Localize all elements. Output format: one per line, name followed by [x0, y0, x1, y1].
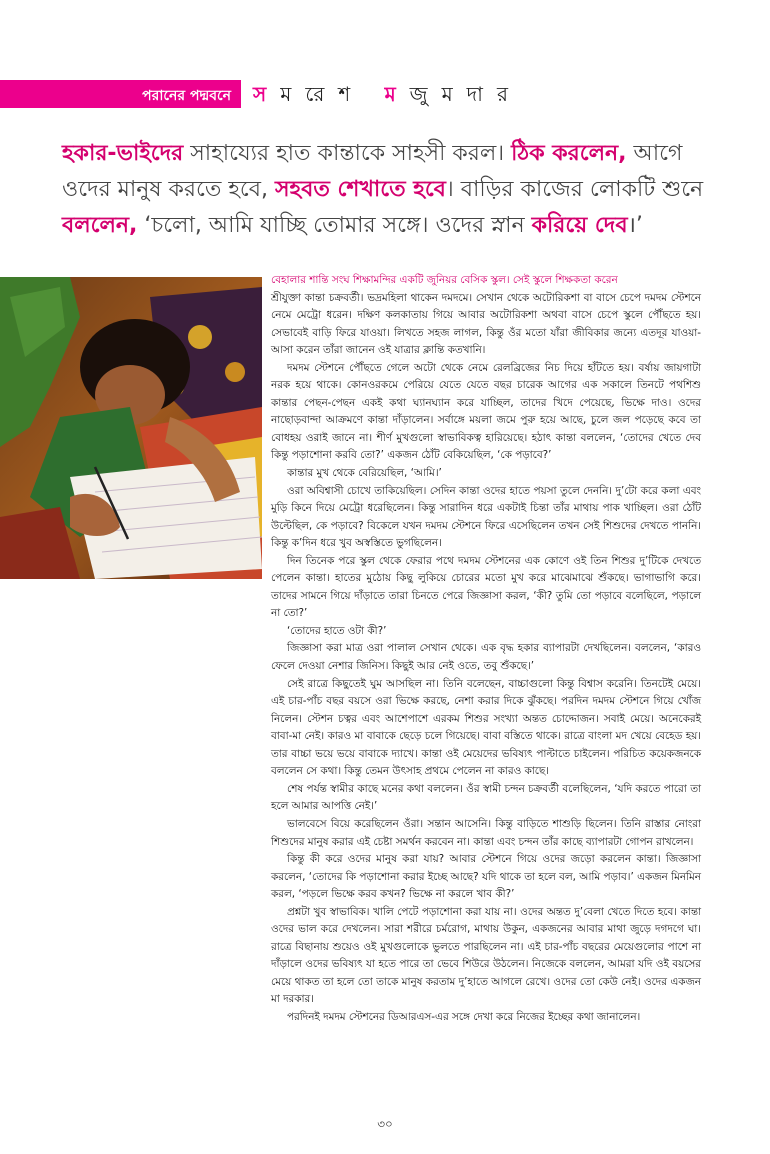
pull-quote-part: । বাড়ির কাজের লোকটি শুনে: [445, 177, 704, 202]
article-body: [271, 272, 701, 1027]
pull-quote-part: ‘চলো, আমি যাচ্ছি তোমার সঙ্গে। ওদের স্নান: [137, 213, 532, 238]
pull-quote-part: করিয়ে দেব: [531, 213, 628, 238]
article-paragraph: পরদিনই দমদম স্টেশনের ডিআরএস-এর সঙ্গে দেখা করে নিজের ইচ্ছের কথা জানালেন।: [287, 1010, 641, 1023]
article-paragraph: কান্তার মুখ থেকে বেরিয়েছিল, ‘আমি।’: [287, 467, 442, 480]
series-bar: [0, 80, 241, 108]
pull-quote-part: ঠিক করলেন,: [511, 141, 627, 166]
article-paragraph: শ্রীযুক্তা কান্তা চক্রবর্তী। ভদ্রমহিলা থাকেন দমদমে। সেখান থেকে অটোরিকশা বা বাসে চেপে দমদম স্টেশনে নেমে মেট্রো ধরেন। দক্ষিণ কলকাতায় গিয়ে আবার অটোরিকশা অথবা বাসে চেপে স্কুলে পৌঁছতে হয়। সেভাবেই বাড়ি ফিরে যাওয়া। লিখতে সহজ লাগল, কিন্তু ওঁর মতো যাঁরা জীবিকার জন্যে এতদূর যাওয়া-আসা করেন তাঁরা জানেন ওই যাত্রার ক্লান্তি কতখানি।: [271, 291, 701, 357]
article-lead: বেহালার শান্তি সংঘ শিক্ষামন্দির একটি জুনিয়র বেসিক স্কুল। সেই স্কুলে শিক্ষকতা করেন: [271, 274, 618, 286]
article-photo: [0, 277, 262, 579]
child-writing-illustration: [0, 277, 262, 579]
header: [0, 80, 770, 110]
article-paragraph: সেই রাত্রে কিছুতেই ঘুম আসছিল না। তিনি বলেছেন, বাচ্চাগুলো কিন্তু বিশ্বাস করেনি। তিনটেই মেয়ে। এই চার-পাঁচ বছর বয়সে ওরা ভিক্ষে করছে, নেশা করার দিকে ঝুঁকছে। পরদিন দমদম স্টেশনে গিয়ে খোঁজ নিলেন। স্টেশন চত্বর এবং আশেপাশে এরকম শিশুর সংখ্যা অন্তত চোদ্দোজন। সবাই মেয়ে। অনেকেরই বাবা-মা নেই। কারও মা বাবাকে ছেড়ে চলে গিয়েছে। বাবা বস্তিতে থাকে। রাত্রে বাংলা মদ খেয়ে বেহেড হয়। তার বাচ্চা ভয়ে ভয়ে বাবাকে দ্যাখে। কান্তা ওই মেয়েদের ভবিষ্যৎ পাল্টাতে চাইলেন। পরিচিত কয়েকজনকে বললেন সে কথা। কিন্তু তেমন উৎসাহ প্রথমে পেলেন না কারও কাছে।: [271, 677, 701, 778]
article-paragraph: প্রশ্নটা খুব স্বাভাবিক। খালি পেটে পড়াশোনা করা যায় না। ওদের অন্তত দু’বেলা খেতে দিতে হবে। কান্তা ওদের ভাল করে দেখলেন। সারা শরীরে চর্মরোগ, মাথায় উকুন, একজনের আবার মাথা জুড়ে দগদগে ঘা। রাত্রে বিছানায় শুয়েও ওই মুখগুলোকে ভুলতে পারছিলেন না। এই চার-পাঁচ বছরের মেয়েগুলোর পাশে না দাঁড়ালে ওদের ভবিষ্যৎ যা হতে পারে তা ভেবে শিউরে উঠলেন। নিজেকে বললেন, আমরা যদি ওই বয়সের মেয়ে থাকত তা হলে তো তাকে মানুষ করতাম দু’হাতে আগলে রেখে। ওদের তো কেউ নেই। ওদের একজন মা দরকার।: [271, 905, 701, 1006]
author-part: মরেশ: [280, 82, 385, 106]
page-number: ৩০: [377, 1117, 393, 1131]
pull-quote: [62, 136, 722, 244]
author-part: জুমদার: [409, 82, 522, 106]
series-label: পরানের পদ্মবনে: [142, 88, 231, 104]
pull-quote-part: আগে ওদের মানুষ করতে হবে,: [62, 141, 683, 202]
article-paragraph: ‘তোদের হাতে ওটা কী?’: [287, 624, 387, 637]
author-part: ম: [384, 82, 410, 106]
article-paragraph: দিন তিনেক পরে স্কুল থেকে ফেরার পথে দমদম স্টেশনের এক কোণে ওই তিন শিশুর দু’টিকে দেখতে পেলেন কান্তা। হাতের মুঠোয় কিছু লুকিয়ে চোরের মতো মুখ করে মাঝেমাঝে শুঁকছে। ভাগাভাগি করে। তাদের সামনে গিয়ে দাঁড়াতে তারা চিনতে পেরে জিজ্ঞাসা করল, ‘কী? তুমি তো পড়াবে বলেছিলে, পড়ালে না তো?’: [271, 554, 701, 620]
pull-quote-part: সাহায্যের হাত কান্তাকে সাহসী করল।: [183, 141, 512, 166]
pull-quote-part: হকার-ভাইদের: [62, 141, 184, 166]
article-paragraph: ওরা অবিশ্বাসী চোখে তাকিয়েছিল। সেদিন কান্তা ওদের হাতে পয়সা তুলে দেননি। দু’টো করে কলা এবং মুড়ি কিনে দিয়ে মেট্রো ধরেছিলেন। কিন্তু সারাদিন ধরে একটাই চিন্তা তাঁর মাথায় পাক খাচ্ছিল। ওরা ঠোঁট উল্টেছিল, কে পড়াবে? বিকেলে যখন দমদম স্টেশনে ফিরে এসেছিলেন তখন সেই শিশুদের দেখতে পাননি। কিন্তু ক’দিন ধরে খুব অস্বস্তিতে ভুগছিলেন।: [271, 484, 701, 550]
pull-quote-part: ।’: [627, 213, 643, 238]
article-paragraph: দমদম স্টেশনে পৌঁছতে গেলে অটো থেকে নেমে রেলব্রিজের নিচ দিয়ে হাঁটতে হয়। বর্ষায় জায়গাটা নরক হয়ে থাকে। কোনওরকমে পেরিয়ে যেতে যেতে বছর চারেক আগের এক সকালে তিনটে পথশিশু কান্তার পেছন-পেছন একই কথা ঘ্যানঘ্যান করে যাচ্ছিল, তাদের খিদে পেয়েছে, ভিক্ষে দাও। ওদের নাছোড়বান্দা আক্রমণে কান্তা দাঁড়ালেন। সর্বাঙ্গে ময়লা জমে পুরু হয়ে আছে, চুলে জল পড়েছে কবে তা বোধহয় ওরাই জানে না। শীর্ণ মুখগুলো স্বাভাবিকত্ব হারিয়েছে। হঠাৎ কান্তা বললেন, ‘তোদের খেতে দেব কিন্তু পড়াশোনা করবি তো?’ একজন ঠোঁট বেকিয়েছিল, ‘কে পড়াবে?’: [271, 361, 701, 462]
pull-quote-part: বললেন,: [62, 213, 138, 238]
pull-quote-part: সহবত শেখাতে হবে: [275, 177, 446, 202]
author-name: [253, 80, 522, 113]
article-paragraph: জিজ্ঞাসা করা মাত্র ওরা পালাল সেখান থেকে। এক বৃদ্ধ হকার ব্যাপারটা দেখছিলেন। বললেন, ‘কারও ফেলে দেওয়া নেশার জিনিস। কিছুই আর নেই ওতে, তবু শুঁকছে।’: [271, 642, 701, 673]
author-part: স: [253, 82, 281, 106]
article-paragraph: কিন্তু কী করে ওদের মানুষ করা যায়? আবার স্টেশনে গিয়ে ওদের জড়ো করলেন কান্তা। জিজ্ঞাসা করলেন, ‘তোদের কি পড়াশোনা করার ইচ্ছে আছে? যদি থাকে তা হলে বল, আমি পড়াব।’ একজন মিনমিন করল, ‘পড়লে ভিক্ষে করব কখন? ভিক্ষে না করলে খাব কী?’: [271, 853, 701, 901]
article-paragraph: শেষ পর্যন্ত স্বামীর কাছে মনের কথা বললেন। ওঁর স্বামী চন্দন চক্রবর্তী বলেছিলেন, ‘যদি করতে পারো তা হলে আমার আপত্তি নেই।’: [271, 782, 701, 813]
article-paragraph: ভালবেসে বিয়ে করেছিলেন ওঁরা। সন্তান আসেনি। কিন্তু বাড়িতে শাশুড়ি ছিলেন। তিনি রাস্তার নোংরা শিশুদের মানুষ করার এই চেষ্টা সমর্থন করবেন না। কান্তা এবং চন্দন তাঁর কাছে ব্যাপারটা গোপন রাখলেন।: [271, 817, 701, 848]
